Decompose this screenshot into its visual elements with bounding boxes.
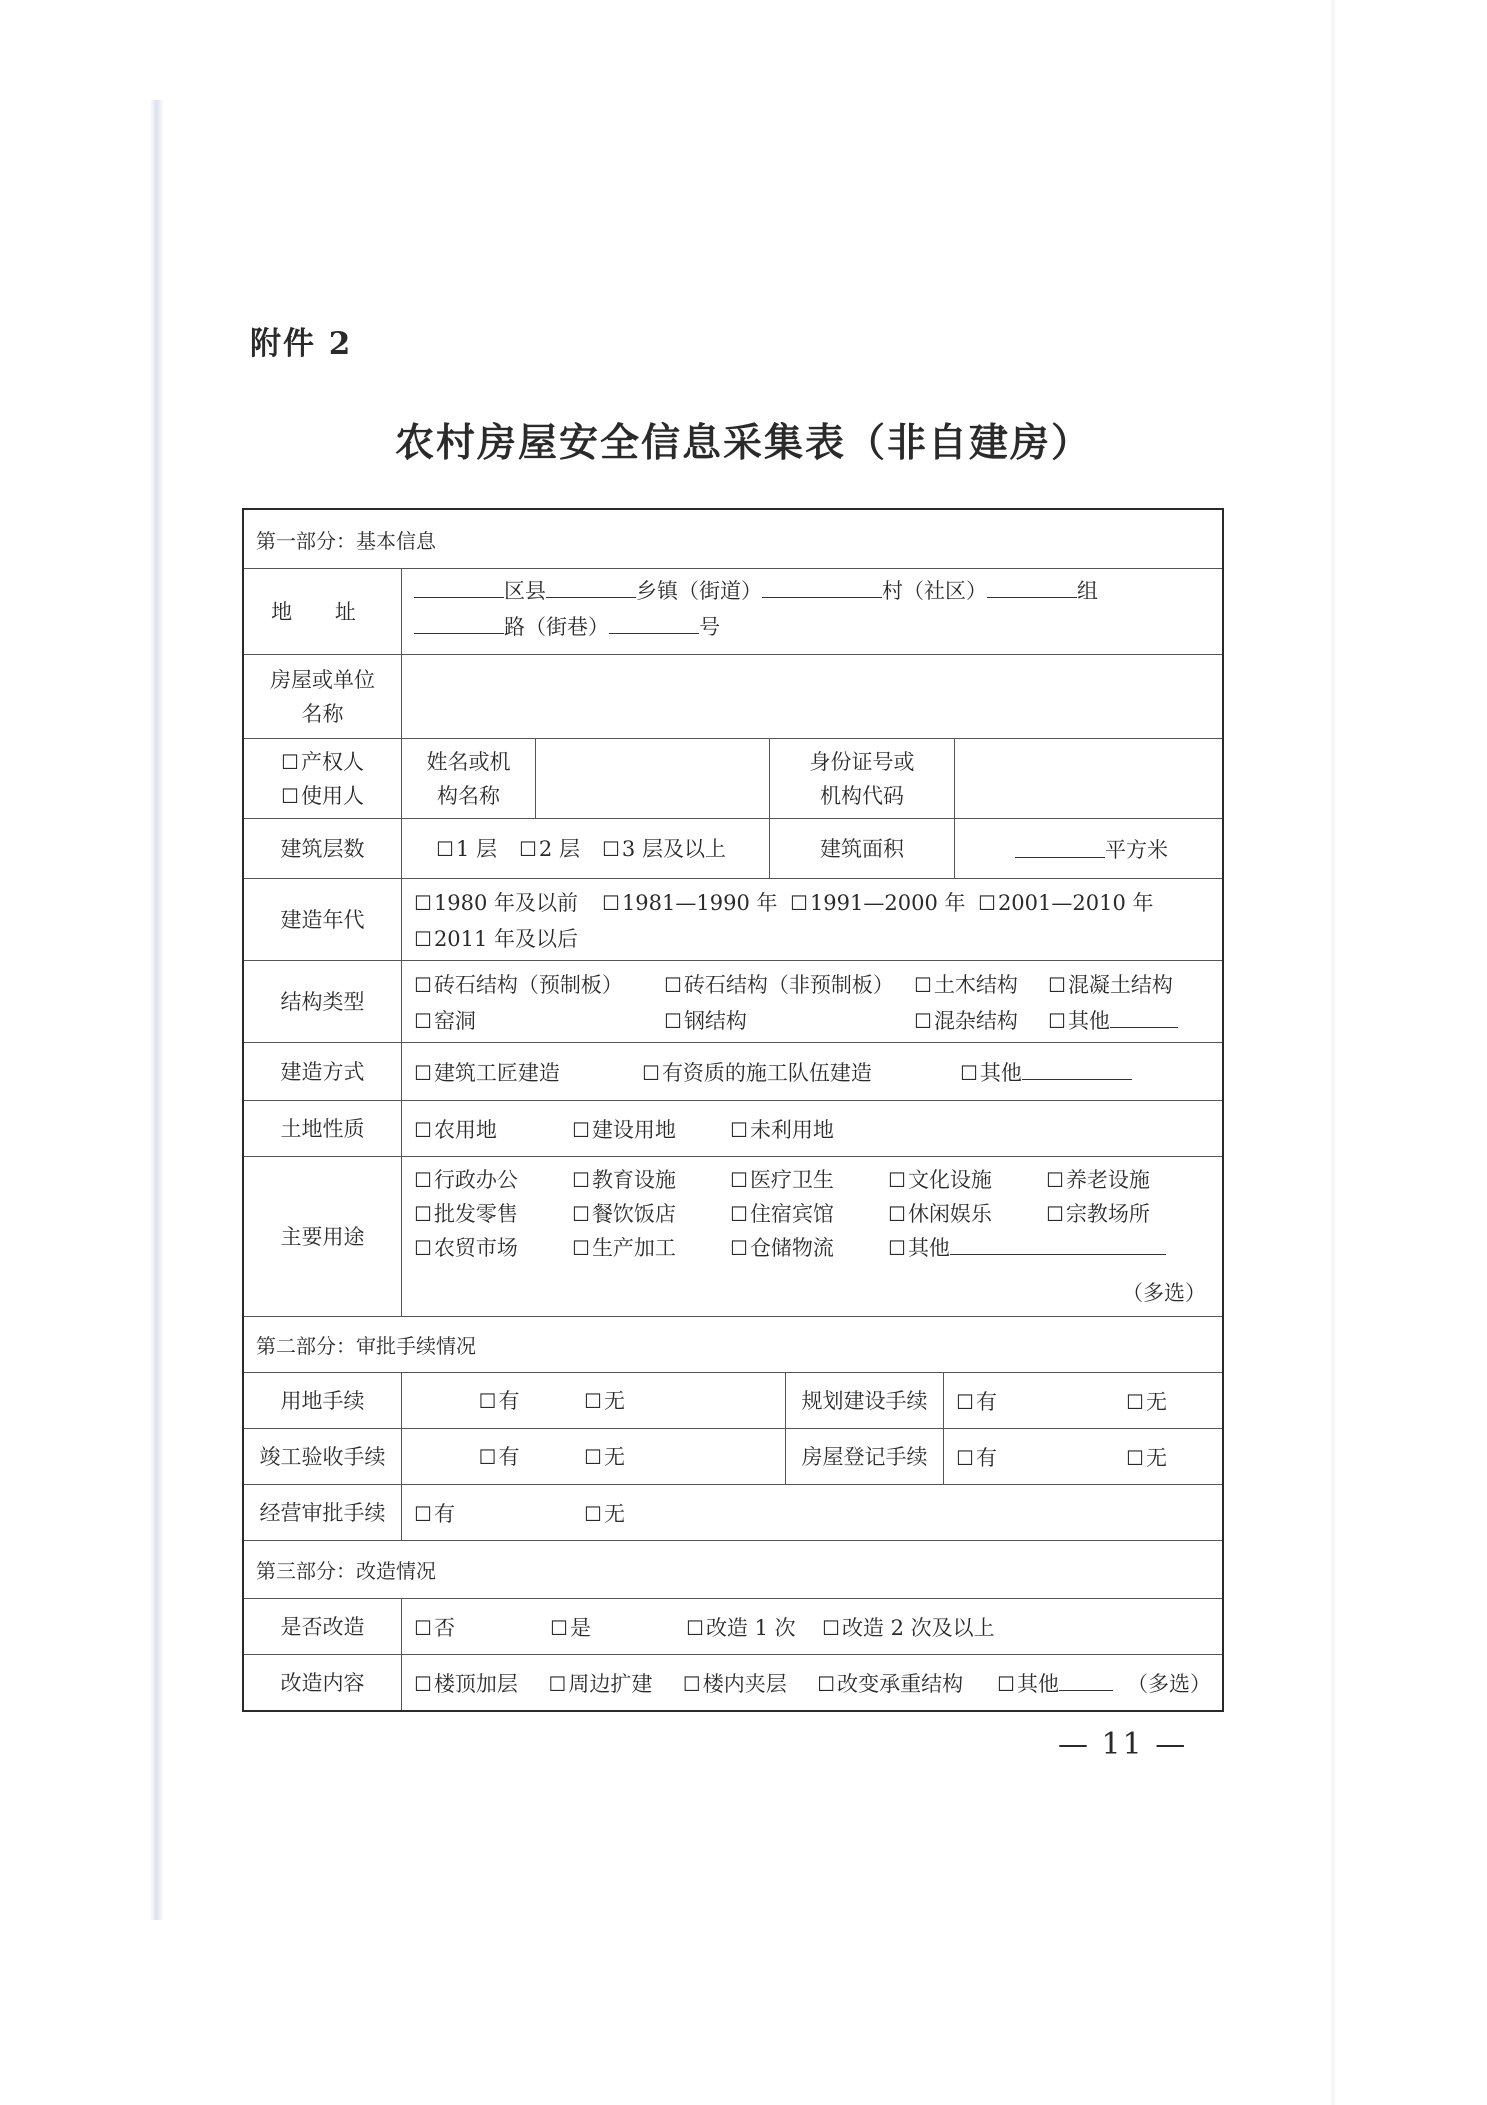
checkbox-icon: ☐: [414, 1615, 432, 1640]
yes-label: 有: [498, 1388, 520, 1413]
floor-2-option[interactable]: [519, 832, 580, 866]
land-option[interactable]: [730, 1114, 834, 1144]
checkbox-icon: ☐: [682, 1671, 701, 1696]
name-label: 姓名或机构名称: [402, 739, 536, 818]
usage-option-label: 住宿宾馆: [749, 1202, 834, 1226]
owner-option-label: 产权人: [300, 749, 364, 774]
checkbox-icon: ☐: [1126, 1389, 1144, 1414]
area-unit: 平方米: [1105, 837, 1168, 862]
usage-option-other[interactable]: [888, 1231, 1166, 1265]
checkbox-icon: ☐: [1046, 1168, 1064, 1192]
renovation-content-options: [402, 1655, 1222, 1710]
era-option-label: 2011 年及以后: [433, 927, 579, 951]
checkbox-icon: ☐: [572, 1202, 590, 1226]
checkbox-icon: ☐: [664, 1009, 682, 1033]
checkbox-icon: ☐: [601, 836, 620, 861]
checkbox-icon: ☐: [1048, 1009, 1066, 1033]
usage-option-label: 养老设施: [1065, 1168, 1150, 1192]
structure-option-label: 其他: [1067, 1009, 1110, 1033]
house-name-label: 房屋或单位名称: [244, 655, 402, 738]
plan-proc-label: 规划建设手续: [786, 1373, 944, 1428]
yes-label: 有: [433, 1501, 455, 1526]
renovated-option-label: 改造 2 次及以上: [841, 1615, 995, 1640]
usage-row: [244, 1156, 1222, 1316]
part2-heading: [244, 1316, 1222, 1372]
district-text: 区县: [504, 579, 546, 603]
era-options: [402, 879, 1222, 960]
usage-option[interactable]: [1046, 1197, 1150, 1231]
land-proc-label: 用地手续: [244, 1373, 402, 1428]
usage-option-label: 行政办公: [433, 1168, 518, 1192]
checkbox-icon: ☐: [642, 1060, 660, 1085]
usage-option-label: 文化设施: [907, 1168, 992, 1192]
township-text: 乡镇（街道）: [636, 579, 762, 603]
checkbox-icon: ☐: [888, 1168, 906, 1192]
usage-option-label: 医疗卫生: [749, 1168, 834, 1192]
checkbox-icon: ☐: [914, 1009, 932, 1033]
reg-proc-options: [944, 1429, 1222, 1484]
checkbox-icon: ☐: [914, 973, 932, 997]
renovation-content-option[interactable]: [817, 1668, 997, 1698]
reg-proc-label: 房屋登记手续: [786, 1429, 944, 1484]
renovated-option[interactable]: [822, 1612, 995, 1642]
structure-option[interactable]: [414, 1003, 664, 1039]
structure-option[interactable]: [914, 967, 1048, 1003]
checkbox-icon: ☐: [518, 836, 537, 861]
usage-option-label: 生产加工: [591, 1236, 676, 1260]
yes-label: 有: [498, 1444, 520, 1469]
biz-proc-yes[interactable]: [414, 1498, 584, 1528]
scan-edge-shadow-right: [1330, 0, 1336, 2105]
checkbox-icon: ☐: [997, 1671, 1015, 1696]
part3-heading-text: 第三部分：改造情况: [256, 1559, 436, 1583]
checkbox-icon: ☐: [548, 1671, 567, 1696]
checkbox-icon: ☐: [1126, 1445, 1144, 1470]
era-option[interactable]: [414, 885, 602, 921]
build-method-option-label: 建筑工匠建造: [433, 1060, 560, 1085]
checkbox-icon: ☐: [478, 1444, 497, 1469]
usage-option-label: 其他: [907, 1236, 950, 1260]
user-option[interactable]: [281, 779, 364, 813]
biz-proc-options: [402, 1485, 1222, 1540]
biz-proc-label: 经营审批手续: [244, 1485, 402, 1540]
floors-options: [402, 819, 770, 878]
renovation-content-option[interactable]: [548, 1668, 682, 1698]
yes-label: 有: [975, 1389, 997, 1414]
usage-option-label: 宗教场所: [1065, 1202, 1150, 1226]
structure-option[interactable]: [414, 967, 664, 1003]
usage-option[interactable]: [572, 1163, 730, 1197]
accept-proc-options: [402, 1429, 786, 1484]
number-blank[interactable]: [609, 615, 699, 634]
renovation-content-option-label: 改变承重结构: [837, 1671, 964, 1696]
build-method-option-label: 有资质的施工队伍建造: [661, 1060, 872, 1085]
checkbox-icon: ☐: [572, 1168, 590, 1192]
renovation-content-option[interactable]: [683, 1668, 817, 1698]
land-option-label: 农用地: [433, 1117, 497, 1142]
attachment-label: 附件 2: [250, 326, 353, 362]
era-option[interactable]: [602, 885, 790, 921]
usage-option[interactable]: [572, 1197, 730, 1231]
road-text: 路（街巷）: [504, 615, 609, 639]
renovation-multi-note: （多选）: [1126, 1671, 1211, 1696]
checkbox-icon: ☐: [414, 1009, 432, 1033]
part2-heading-text: 第二部分：审批手续情况: [256, 1334, 476, 1358]
era-option-label: 2001—2010 年: [997, 891, 1154, 915]
accept-reg-proc-row: [244, 1428, 1222, 1484]
land-label: 土地性质: [244, 1101, 402, 1156]
address-label: 地 址: [244, 569, 402, 654]
id-label: 身份证号或机构代码: [770, 739, 955, 818]
group-blank[interactable]: [987, 579, 1077, 598]
structure-label: 结构类型: [244, 961, 402, 1042]
checkbox-icon: ☐: [664, 973, 682, 997]
renovation-other-blank[interactable]: [1059, 1672, 1113, 1691]
usage-option[interactable]: [730, 1197, 888, 1231]
plan-proc-yes[interactable]: [956, 1386, 1126, 1416]
owner-type: [244, 739, 402, 818]
structure-other-blank[interactable]: [1110, 1009, 1178, 1028]
era-option-label: 1980 年及以前: [433, 891, 579, 915]
usage-option[interactable]: [572, 1231, 730, 1265]
checkbox-icon: ☐: [281, 749, 299, 774]
structure-option[interactable]: [664, 1003, 914, 1039]
reg-proc-no[interactable]: [1126, 1442, 1167, 1472]
biz-proc-no[interactable]: [584, 1498, 625, 1528]
structure-option-label: 土木结构: [933, 973, 1018, 997]
land-proc-no[interactable]: [584, 1384, 625, 1418]
reg-proc-yes[interactable]: [956, 1442, 1126, 1472]
owner-row: [244, 738, 1222, 818]
part1-heading-text: 第一部分：基本信息: [256, 528, 436, 553]
checkbox-icon: ☐: [956, 1389, 974, 1414]
accept-proc-yes[interactable]: [414, 1440, 584, 1474]
checkbox-icon: ☐: [1046, 1202, 1064, 1226]
renovated-option-label: 否: [433, 1615, 455, 1640]
structure-option-label: 混凝土结构: [1067, 973, 1173, 997]
scan-edge-shadow: [150, 100, 164, 1920]
floor-2-label: 2 层: [538, 836, 580, 861]
name-input[interactable]: [536, 739, 770, 818]
area-field: [955, 819, 1222, 878]
checkbox-icon: ☐: [414, 1060, 432, 1085]
renovation-content-row: [244, 1654, 1222, 1710]
renovation-content-option-label: 周边扩建: [568, 1671, 653, 1696]
checkbox-icon: ☐: [730, 1236, 748, 1260]
no-label: 无: [603, 1501, 625, 1526]
renovation-content-option-label: 楼内夹层: [702, 1671, 787, 1696]
checkbox-icon: ☐: [888, 1202, 906, 1226]
area-blank[interactable]: [1015, 839, 1105, 858]
address-row: [244, 568, 1222, 654]
checkbox-icon: ☐: [414, 973, 432, 997]
checkbox-icon: ☐: [888, 1236, 906, 1260]
land-option-label: 未利用地: [749, 1117, 834, 1142]
checkbox-icon: ☐: [281, 783, 299, 808]
renovated-option-label: 改造 1 次: [705, 1615, 796, 1640]
usage-other-blank[interactable]: [950, 1236, 1166, 1255]
renovation-content-option-label: 其他: [1016, 1671, 1059, 1696]
renovated-option[interactable]: [414, 1612, 550, 1642]
checkbox-icon: ☐: [478, 1388, 497, 1413]
floor-1-option[interactable]: [436, 832, 497, 866]
era-option-label: 1981—1990 年: [621, 891, 778, 915]
village-text: 村（社区）: [882, 579, 987, 603]
number-text: 号: [699, 615, 720, 639]
era-option[interactable]: [978, 885, 1154, 921]
land-proc-yes[interactable]: [414, 1384, 584, 1418]
usage-options: [402, 1157, 1222, 1316]
accept-proc-no[interactable]: [584, 1440, 625, 1474]
land-option[interactable]: [572, 1114, 730, 1144]
usage-label: 主要用途: [244, 1157, 402, 1316]
checkbox-icon: ☐: [822, 1615, 840, 1640]
build-method-option[interactable]: [414, 1057, 642, 1087]
renovated-label: 是否改造: [244, 1599, 402, 1654]
era-option-label: 1991—2000 年: [809, 891, 966, 915]
checkbox-icon: ☐: [1048, 973, 1066, 997]
structure-option-label: 砖石结构（非预制板）: [683, 973, 894, 997]
checkbox-icon: ☐: [602, 891, 620, 915]
usage-option-label: 仓储物流: [749, 1236, 834, 1260]
floor-3-option[interactable]: [602, 832, 726, 866]
renovated-row: [244, 1598, 1222, 1654]
village-blank[interactable]: [762, 579, 882, 598]
floors-label: 建筑层数: [244, 819, 402, 878]
document-title: 农村房屋安全信息采集表（非自建房）: [394, 420, 1092, 466]
checkbox-icon: ☐: [817, 1671, 836, 1696]
usage-option[interactable]: [730, 1231, 888, 1265]
part1-heading: [244, 510, 1222, 568]
renovation-content-option-label: 楼顶加层: [433, 1671, 518, 1696]
checkbox-icon: ☐: [414, 1501, 432, 1526]
renovation-content-option[interactable]: [414, 1668, 548, 1698]
floor-3-label: 3 层及以上: [621, 836, 726, 861]
checkbox-icon: ☐: [414, 1168, 432, 1192]
usage-option[interactable]: [1046, 1163, 1150, 1197]
structure-option[interactable]: [664, 967, 914, 1003]
structure-option[interactable]: [914, 1003, 1048, 1039]
usage-option[interactable]: [730, 1163, 888, 1197]
structure-row: [244, 960, 1222, 1042]
structure-option-other[interactable]: [1048, 1003, 1178, 1039]
district-blank[interactable]: [414, 579, 504, 598]
usage-option[interactable]: [888, 1163, 1046, 1197]
area-label: 建筑面积: [770, 819, 955, 878]
renovation-content-option-other[interactable]: [997, 1668, 1113, 1698]
no-label: 无: [1145, 1389, 1167, 1414]
land-option[interactable]: [414, 1114, 572, 1144]
structure-option-label: 窑洞: [433, 1009, 476, 1033]
checkbox-icon: ☐: [436, 836, 454, 861]
plan-proc-options: [944, 1373, 1222, 1428]
checkbox-icon: ☐: [584, 1501, 602, 1526]
build-method-option-other[interactable]: [960, 1057, 1132, 1087]
renovated-option[interactable]: [686, 1612, 822, 1642]
plan-proc-no[interactable]: [1126, 1386, 1167, 1416]
usage-option[interactable]: [888, 1197, 1046, 1231]
renovated-options: [402, 1599, 1222, 1654]
structure-option-label: 混杂结构: [933, 1009, 1018, 1033]
era-option[interactable]: [790, 885, 978, 921]
user-option-label: 使用人: [300, 783, 364, 808]
build-method-option-label: 其他: [979, 1060, 1022, 1085]
owner-option[interactable]: [281, 745, 364, 779]
build-method-options: [402, 1043, 1222, 1100]
usage-option[interactable]: [414, 1163, 572, 1197]
no-label: 无: [603, 1444, 625, 1469]
no-label: 无: [603, 1388, 625, 1413]
usage-option-label: 休闲娱乐: [907, 1202, 992, 1226]
checkbox-icon: ☐: [414, 891, 432, 915]
build-method-row: [244, 1042, 1222, 1100]
build-method-label: 建造方式: [244, 1043, 402, 1100]
usage-option-label: 批发零售: [433, 1202, 518, 1226]
checkbox-icon: ☐: [414, 1202, 432, 1226]
checkbox-icon: ☐: [572, 1117, 590, 1142]
part3-heading: [244, 1540, 1222, 1598]
build-method-option[interactable]: [642, 1057, 960, 1087]
checkbox-icon: ☐: [584, 1444, 602, 1469]
checkbox-icon: ☐: [414, 927, 432, 951]
structure-options: [402, 961, 1222, 1042]
accept-proc-label: 竣工验收手续: [244, 1429, 402, 1484]
address-fields: [402, 569, 1222, 654]
structure-option-label: 钢结构: [683, 1009, 747, 1033]
era-label: 建造年代: [244, 879, 402, 960]
land-options: [402, 1101, 1222, 1156]
house-name-row: [244, 654, 1222, 738]
land-proc-options: [402, 1373, 786, 1428]
usage-option-label: 农贸市场: [433, 1236, 518, 1260]
build-method-other-blank[interactable]: [1022, 1061, 1132, 1080]
biz-proc-row: [244, 1484, 1222, 1540]
township-blank[interactable]: [546, 579, 636, 598]
id-input[interactable]: [955, 739, 1222, 818]
house-name-input[interactable]: [402, 655, 1222, 738]
usage-option-label: 教育设施: [591, 1168, 676, 1192]
checkbox-icon: ☐: [414, 1236, 432, 1260]
checkbox-icon: ☐: [686, 1615, 704, 1640]
era-option[interactable]: [414, 921, 578, 957]
renovation-content-label: 改造内容: [244, 1655, 402, 1710]
usage-multi-note: （多选）: [1122, 1281, 1206, 1305]
checkbox-icon: ☐: [790, 891, 808, 915]
yes-label: 有: [975, 1445, 997, 1470]
checkbox-icon: ☐: [730, 1202, 748, 1226]
checkbox-icon: ☐: [550, 1615, 568, 1640]
land-row: [244, 1100, 1222, 1156]
usage-option-label: 餐饮饭店: [591, 1202, 676, 1226]
checkbox-icon: ☐: [956, 1445, 974, 1470]
renovated-option[interactable]: [550, 1612, 686, 1642]
land-option-label: 建设用地: [591, 1117, 676, 1142]
page-number: — 11 —: [1058, 1727, 1188, 1762]
checkbox-icon: ☐: [414, 1671, 432, 1696]
checkbox-icon: ☐: [978, 891, 996, 915]
info-form: [242, 508, 1224, 1712]
checkbox-icon: ☐: [730, 1117, 748, 1142]
floors-row: [244, 818, 1222, 878]
checkbox-icon: ☐: [960, 1060, 978, 1085]
usage-option[interactable]: [414, 1197, 572, 1231]
no-label: 无: [1145, 1445, 1167, 1470]
structure-option-label: 砖石结构（预制板）: [433, 973, 623, 997]
checkbox-icon: ☐: [584, 1388, 602, 1413]
checkbox-icon: ☐: [572, 1236, 590, 1260]
land-plan-proc-row: [244, 1372, 1222, 1428]
usage-option[interactable]: [414, 1231, 572, 1265]
group-text: 组: [1077, 579, 1098, 603]
checkbox-icon: ☐: [730, 1168, 748, 1192]
era-row: [244, 878, 1222, 960]
renovated-option-label: 是: [569, 1615, 591, 1640]
road-blank[interactable]: [414, 615, 504, 634]
checkbox-icon: ☐: [414, 1117, 432, 1142]
structure-option[interactable]: [1048, 967, 1173, 1003]
floor-1-label: 1 层: [455, 836, 497, 861]
